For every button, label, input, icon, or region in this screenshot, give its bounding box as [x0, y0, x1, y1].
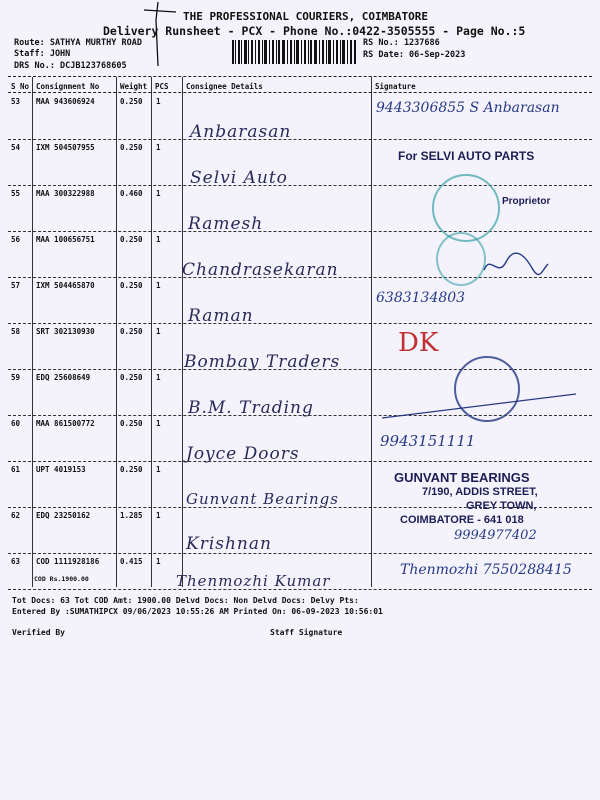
row-sno: 55	[11, 189, 21, 198]
row-pcs: 1	[156, 235, 161, 244]
row-consignment: UPT 4019153	[36, 465, 86, 474]
row-consignment: SRT 302130930	[36, 327, 95, 336]
row-pcs: 1	[156, 511, 161, 520]
rs-date: RS Date: 06-Sep-2023	[363, 50, 466, 60]
row-sno: 58	[11, 327, 21, 336]
row-weight: 0.250	[120, 373, 143, 382]
row-weight: 0.460	[120, 189, 143, 198]
row-consignment: IXM 504465870	[36, 281, 95, 290]
signature-phone: 9943151111	[380, 432, 476, 450]
verified-by-label: Verified By	[12, 628, 65, 637]
stamp-gunvant-address: 7/190, ADDIS STREET,	[422, 486, 538, 498]
row-pcs: 1	[156, 281, 161, 290]
row-consignment: EDQ 23250162	[36, 511, 91, 520]
row-weight: 0.250	[120, 465, 143, 474]
row-sno: 61	[11, 465, 21, 474]
row-sno: 60	[11, 419, 21, 428]
handwritten-consignee: Gunvant Bearings	[186, 490, 339, 508]
handwritten-consignee: Ramesh	[188, 214, 264, 234]
handwritten-consignee: Selvi Auto	[190, 168, 288, 188]
col-header-sno: S No	[11, 82, 30, 91]
row-consignment: COD 1111928186	[36, 557, 100, 566]
row-weight: 0.250	[120, 97, 143, 106]
route-label: Route: SATHYA MURTHY ROAD	[14, 38, 142, 48]
row-sno: 57	[11, 281, 21, 290]
row-sno: 56	[11, 235, 21, 244]
row-consignment: MAA 861500772	[36, 419, 95, 428]
staff-signature-label: Staff Signature	[270, 628, 343, 637]
company-name: THE PROFESSIONAL COURIERS, COIMBATORE	[183, 10, 429, 23]
red-initials: DK	[398, 328, 439, 358]
signature-scribble	[480, 250, 550, 280]
stamp-gunvant-address: COIMBATORE - 641 018	[400, 514, 524, 526]
row-consignment: MAA 100656751	[36, 235, 95, 244]
handwritten-consignee: Chandrasekaran	[182, 260, 339, 280]
row-weight: 0.250	[120, 143, 143, 152]
signature-anbarasan: 9443306855 S Anbarasan	[376, 100, 560, 116]
pen-mark	[140, 0, 180, 70]
row-weight: 0.415	[120, 557, 143, 566]
signature-phone: 6383134803	[376, 290, 466, 306]
signature-phone: 9994977402	[454, 528, 537, 543]
row-weight: 0.250	[120, 235, 143, 244]
table-row	[8, 278, 592, 324]
handwritten-consignee: Joyce Doors	[186, 444, 300, 464]
stamp-gunvant-address: GREY TOWN,	[466, 500, 537, 512]
row-weight: 0.250	[120, 327, 143, 336]
row-weight: 0.250	[120, 281, 143, 290]
col-header-consignee: Consignee Details	[186, 82, 263, 91]
col-header-weight: Weight	[120, 82, 148, 91]
signature-scribble	[380, 388, 580, 428]
table-top-rule	[8, 76, 592, 77]
stamp-selvi-auto-parts: For SELVI AUTO PARTS	[398, 149, 535, 163]
row-pcs: 1	[156, 97, 161, 106]
row-sno: 62	[11, 511, 21, 520]
rs-number: RS No.: 1237686	[363, 38, 440, 48]
row-consignment: MAA 300322988	[36, 189, 95, 198]
stamp-proprietor: Proprietor	[502, 196, 551, 207]
footer-totals: Tot Docs: 63 Tot COD Amt: 1900.00 Delvd Docs: Non Delvd Docs: Delvy Pts:	[12, 596, 359, 605]
signature-thenmozhi: Thenmozhi 7550288415	[400, 562, 572, 578]
cod-amount: COD Rs.1900.00	[34, 575, 89, 583]
row-pcs: 1	[156, 373, 161, 382]
row-pcs: 1	[156, 143, 161, 152]
row-weight: 0.250	[120, 419, 143, 428]
row-sno: 53	[11, 97, 21, 106]
row-consignment: IXM 504507955	[36, 143, 95, 152]
round-stamp	[436, 232, 486, 286]
row-consignment: MAA 943606924	[36, 97, 95, 106]
row-sno: 59	[11, 373, 21, 382]
row-sno: 63	[11, 557, 21, 566]
staff-label: Staff: JOHN	[14, 49, 71, 59]
table-row	[8, 140, 592, 186]
footer-entered: Entered By :SUMATHIPCX 09/06/2023 10:55:26 AM Printed On: 06-09-2023 10:56:01	[12, 607, 383, 616]
row-pcs: 1	[156, 465, 161, 474]
table-row	[8, 186, 592, 232]
row-pcs: 1	[156, 327, 161, 336]
stamp-gunvant-name: GUNVANT BEARINGS	[394, 470, 530, 485]
handwritten-consignee: Thenmozhi Kumar	[176, 572, 331, 590]
row-consignment: EDQ 25608649	[36, 373, 91, 382]
col-header-pcs: PCS	[155, 82, 169, 91]
row-sno: 54	[11, 143, 21, 152]
row-pcs: 1	[156, 557, 161, 566]
handwritten-consignee: Raman	[188, 306, 254, 326]
table-header-rule	[8, 92, 592, 93]
drs-number: DRS No.: DCJB123768605	[14, 61, 127, 71]
handwritten-consignee: Bombay Traders	[184, 352, 341, 372]
col-header-consignment: Consignment No	[36, 82, 100, 91]
col-header-signature: Signature	[375, 82, 416, 91]
row-pcs: 1	[156, 189, 161, 198]
barcode	[232, 40, 356, 64]
handwritten-consignee: Krishnan	[186, 534, 272, 554]
row-pcs: 1	[156, 419, 161, 428]
row-weight: 1.285	[120, 511, 143, 520]
handwritten-consignee: B.M. Trading	[188, 398, 314, 418]
runsheet-title: Delivery Runsheet - PCX - Phone No.:0422-3505555 - Page No.:5	[103, 24, 526, 38]
handwritten-consignee: Anbarasan	[190, 122, 292, 142]
